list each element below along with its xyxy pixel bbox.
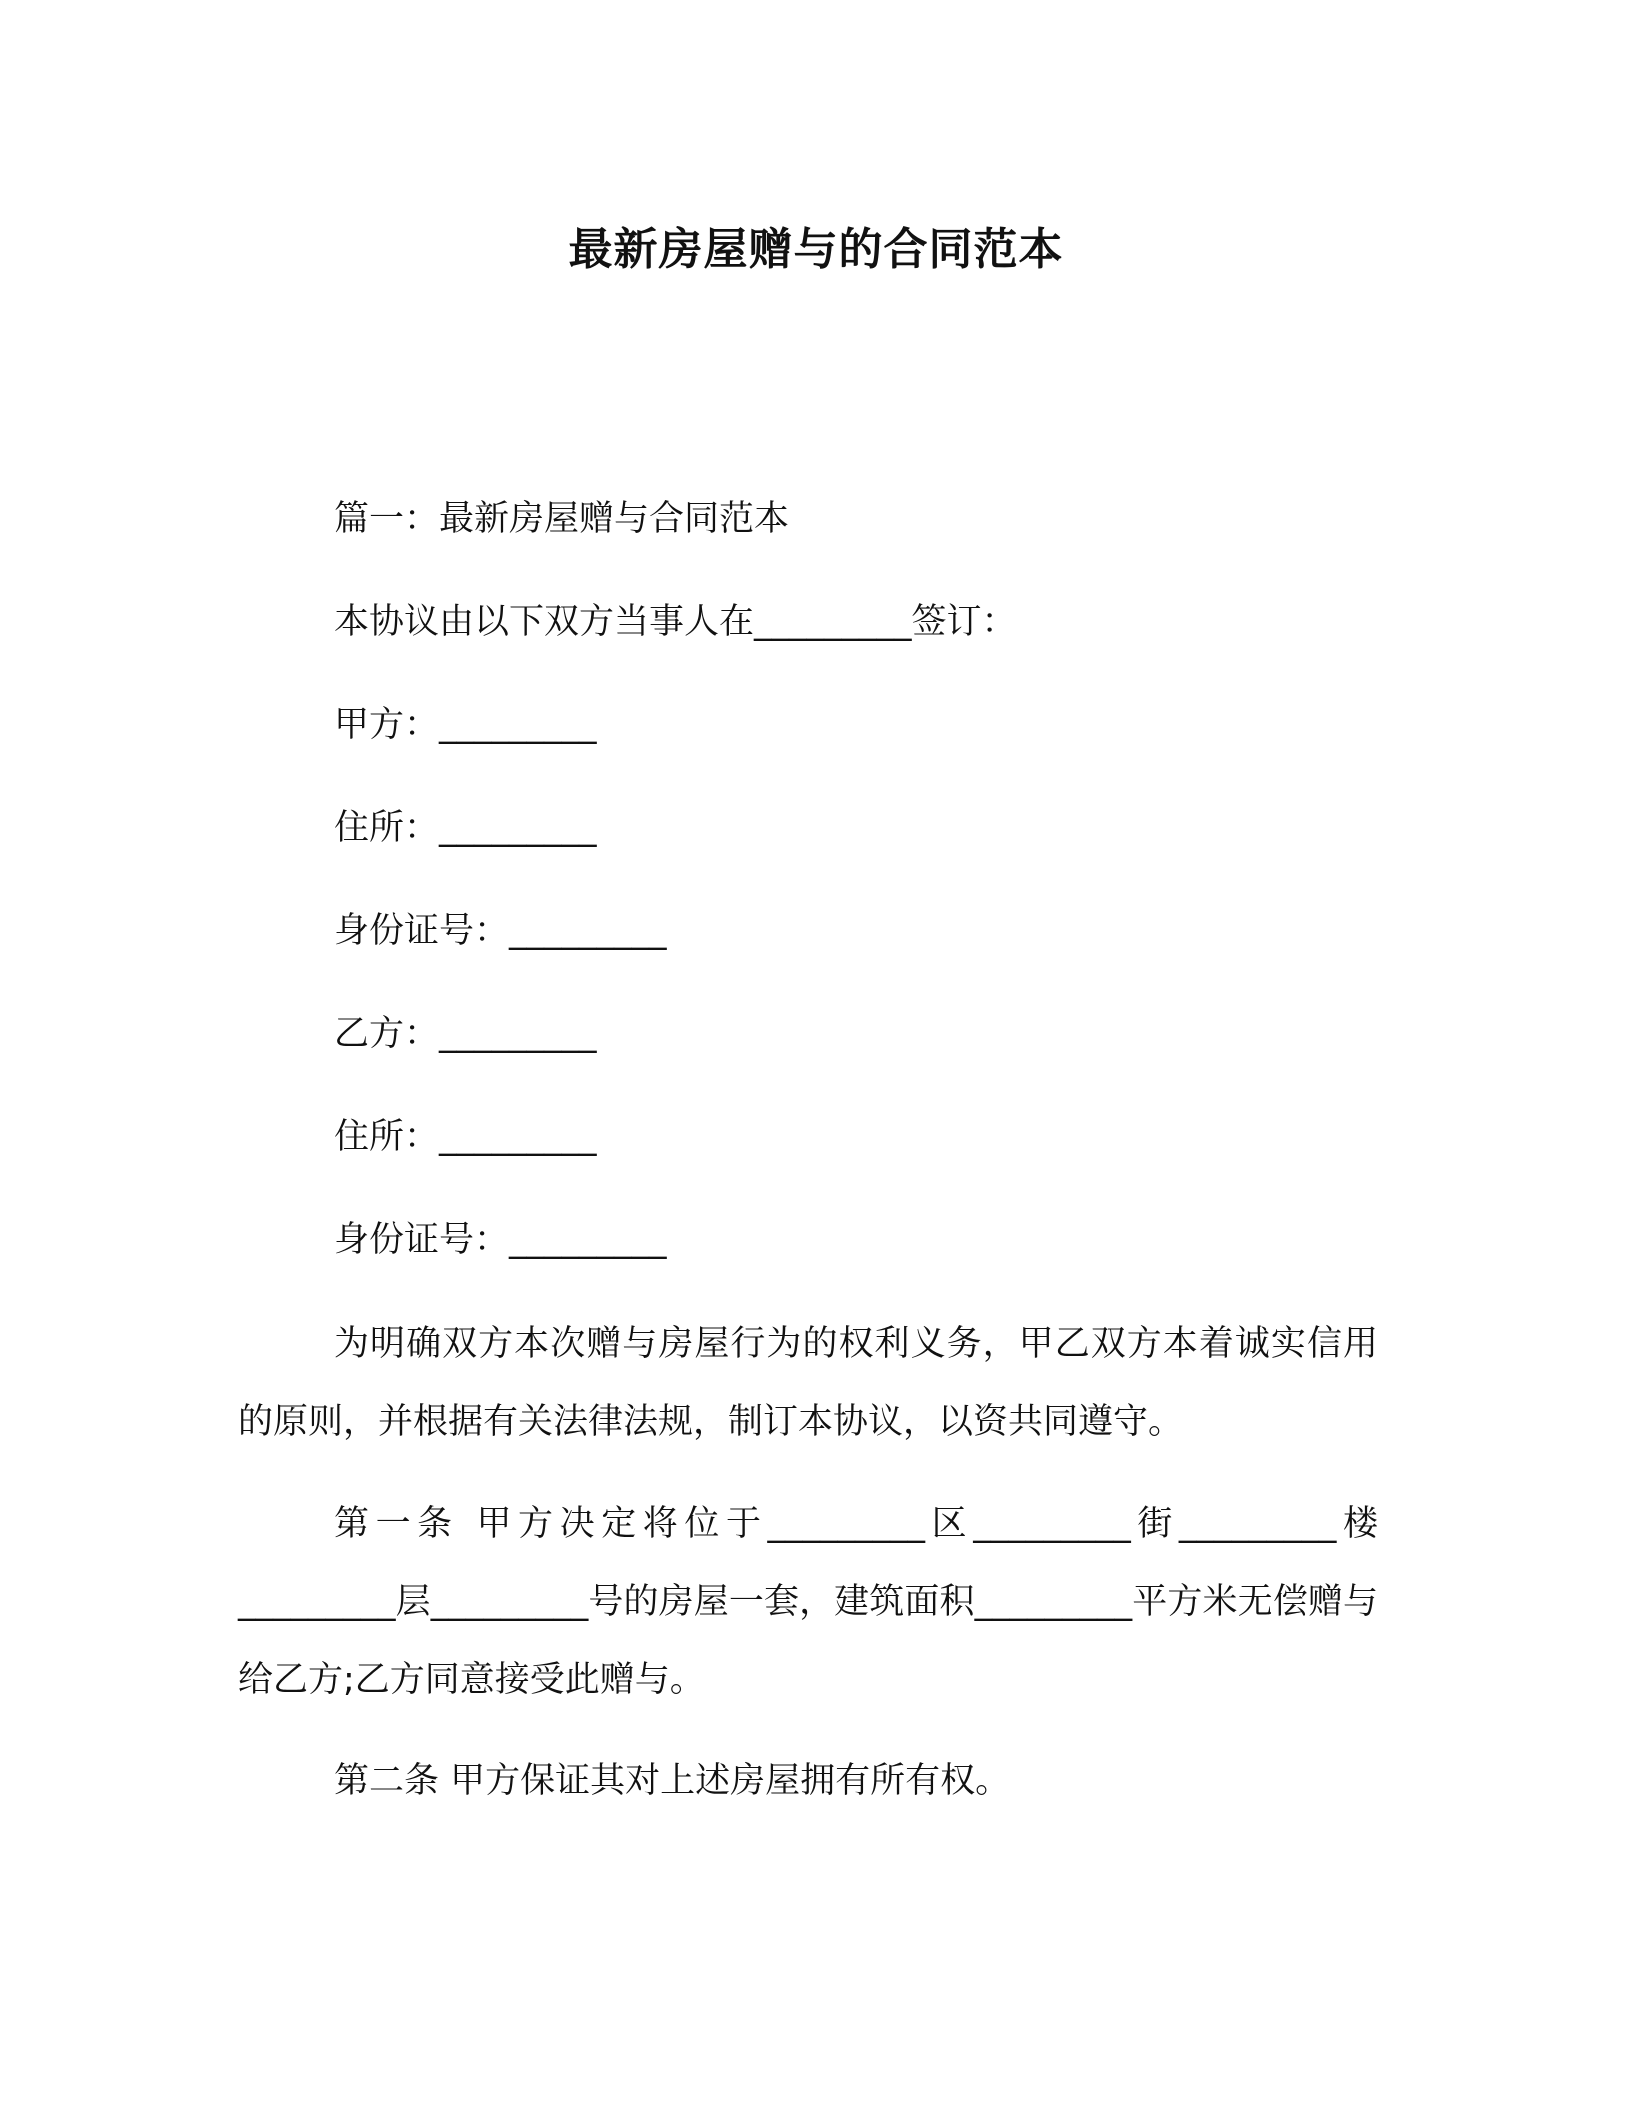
intro-line: 本协议由以下双方当事人在_________签订： [334,602,1017,642]
document-title: 最新房屋赠与的合同范本 [568,224,1064,275]
purpose-paragraph: 为明确双方本次赠与房屋行为的权利义务，甲乙双方本着诚实信用的原则，并根据有关法律法规，制订本协议，以资共同遵守。 [238,1324,1378,1442]
party-b-name-line: 乙方：_________ [334,1014,597,1054]
party-a-name-line: 甲方：_________ [334,705,597,745]
party-a-address-line: 住所：_________ [334,808,597,848]
party-a-id-line: 身份证号：_________ [334,911,667,951]
article-1-paragraph: 第一条 甲方决定将位于_________区_________街_________楼_________层_________号的房屋一套，建筑面积_________平方米无偿赠与给乙方;乙方同意接受此赠与。 [238,1504,1378,1700]
party-b-address-line: 住所：_________ [334,1117,597,1157]
article-2-paragraph: 第二条 甲方保证其对上述房屋拥有所有权。 [334,1761,1011,1801]
section-heading: 篇一：最新房屋赠与合同范本 [334,499,790,539]
party-b-id-line: 身份证号：_________ [334,1220,667,1260]
